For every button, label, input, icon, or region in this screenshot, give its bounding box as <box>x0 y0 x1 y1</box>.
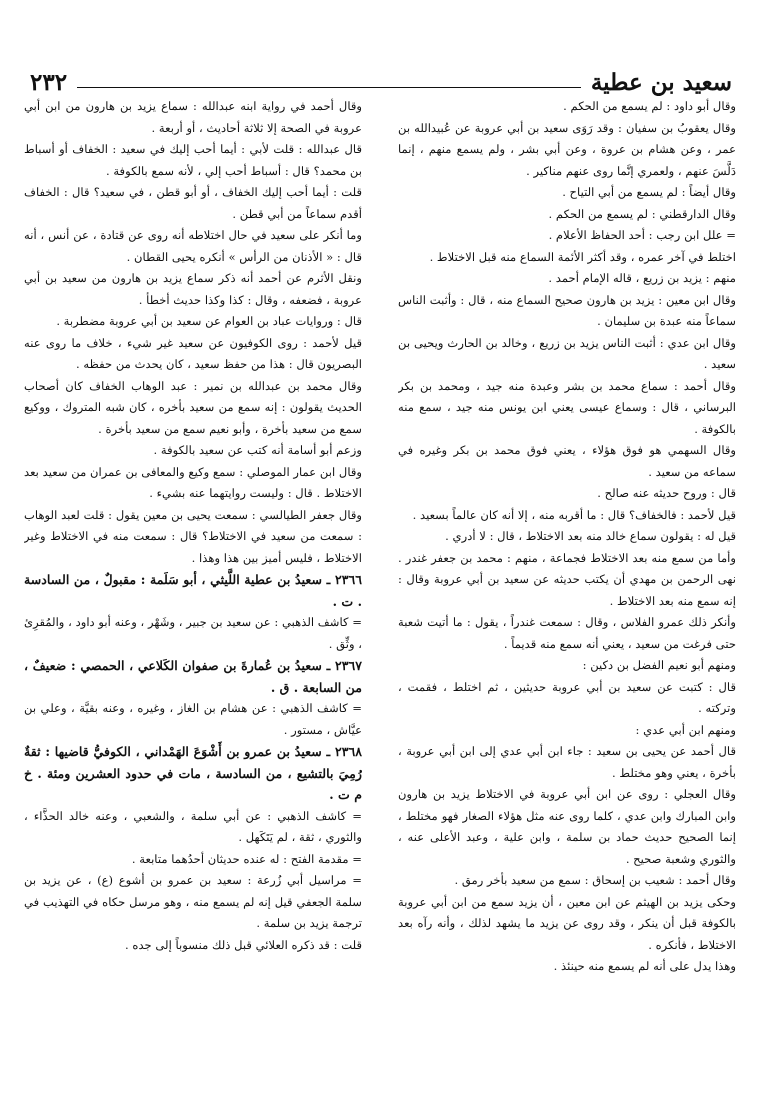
paragraph: وقال أيضاً : لم يسمع من أبي التياح . <box>562 185 736 199</box>
entry-heading: ٢٣٦٧ ـ سعيدُ بن عُمارةَ بن صفوان الكَلاعي ، الحمصي : ضعيفٌ ، من السابعة . ق . <box>24 658 362 695</box>
paragraph: وقال ابن عمار الموصلي : سمع وكيع والمعافى بن عمران من سعيد بعد الاختلاط . قال : وليست روايتهما عنه بشيء . <box>24 464 362 500</box>
paragraph: وأنكر ذلك عمرو الفلاس ، وقال : سمعت غندراً ، يقول : ما أتيت شعبة حتى فرغت من سعيد ، يعني أنه سمع منه قديماً . <box>398 615 736 651</box>
paragraph: وقال أبو داود : لم يسمع من الحكم . <box>563 99 736 113</box>
paragraph: وهذا يدل على أنه لم يسمع منه حينئذ . <box>553 959 736 973</box>
entry-heading: ٢٣٦٨ ـ سعيدُ بن عمرو بن أَشْوَعَ الهَمْداني ، الكوفيُّ قاضيها : ثقةٌ رُمِيَ بالتشيع ، من السادسة ، مات في حدود العشرين ومئة . خ م ت . <box>24 744 362 802</box>
paragraph: وقال ابن معين : يزيد بن هارون صحيح السماع منه ، قال : وأثبت الناس سماعاً منه عبدة بن سليمان . <box>398 292 736 328</box>
paragraph: ومنهم أبو نعيم الفضل بن دكين : <box>582 658 736 672</box>
paragraph: = علل ابن رجب : أحد الحفاظ الأعلام . <box>548 228 736 242</box>
paragraph: قيل له : يقولون سماع خالد منه بعد الاختلاط ، قال : لا أدري . <box>445 529 736 543</box>
paragraph: وقال أحمد : شعيب بن إسحاق : سمع من سعيد بأخر رمق . <box>454 873 736 887</box>
paragraph: قيل لأحمد : روى الكوفيون عن سعيد غير شيء ، خلاف ما روى عنه البصريون قال : هذا من حفظ سعيد ، كان يحدث من حفظه . <box>24 335 362 371</box>
paragraph: وقال الدارقطني : لم يسمع من الحكم . <box>548 206 736 221</box>
paragraph: = مراسيل أبي زُرعة : سعيد بن عمرو بن أشوع (ع) ، عن يزيد بن سلمة الجعفي قيل إنه لم يسمع منه ، وهو مرسل حكاه في التهذيب في ترجمة يزيد بن سلمة . <box>24 873 362 930</box>
paragraph: قال عبدالله : قلت لأبي : أيما أحب إليك في سعيد : الخفاف أو أسباط بن محمد؟ قال : أسباط أحب إلي ، لأنه سمع بالكوفة . <box>24 142 362 178</box>
paragraph: منهم : يزيد بن زريع ، قاله الإمام أحمد . <box>548 271 736 285</box>
entry-heading: ٢٣٦٦ ـ سعيدُ بن عطية اللَّيثي ، أبو سَلَمة : مقبولٌ ، من السادسة . ت . <box>24 572 362 609</box>
paragraph: = كاشف الذهبي : عن هشام بن الغاز ، وغيره ، وعنه بقيَّة ، وعلي بن عيَّاش ، مستور . <box>24 701 362 737</box>
paragraph: وقال جعفر الطيالسي : سمعت يحيى بن معين يقول : قلت لعبد الوهاب : سمعت من سعيد في الاختلاط؟ قال : سمعت منه في الاختلاط وغير الاختلاط ، فليس أميز بين هذا وهذا . <box>24 507 362 565</box>
page-number: ٢٣٢ <box>30 69 68 96</box>
paragraph: قال : وروايات عباد بن العوام عن سعيد بن أبي عروبة مضطربة . <box>56 314 362 328</box>
paragraph: وقال محمد بن عبدالله بن نمير : عبد الوهاب الخفاف كان أصحاب الحديث يقولون : إنه سمع من سعيد بأخره ، كان شبه المتروك ، ووكيع سمع من سعيد بأخرة ، وأبو نعيم سمع من سعيد بأخرة . <box>24 378 362 436</box>
paragraph: قال أحمد عن يحيى بن سعيد : جاء ابن أبي عدي إلى ابن أبي عروبة ، بأخرة ، يعني وهو مختلط . <box>398 744 736 780</box>
paragraph: قلت : قد ذكره العلائي قبل ذلك منسوباً إلى جده . <box>125 937 362 952</box>
running-title: سعيد بن عطية <box>590 69 732 96</box>
paragraph: وقال أحمد في رواية ابنه عبدالله : سماع يزيد بن هارون من ابن أبي عروبة في الصحة إلا ثلاثة أحاديث ، أو أربعة . <box>24 99 362 135</box>
header-rule <box>77 87 581 88</box>
paragraph: وقال أحمد : سماع محمد بن بشر وعبدة منه جيد ، ومحمد بن بكر البرساني ، قال : وسماع عيسى يعني ابن يونس منه جيد ، سمع منه بالكوفة . <box>398 378 736 436</box>
paragraph: = مقدمة الفتح : له عنده حديثان أحدُهما متابعة . <box>131 851 362 866</box>
paragraph: وقال العجلي : روى عن ابن أبي عروبة في الاختلاط يزيد بن هارون وابن المبارك وابن عدي ، كلما روى عنه مثل هؤلاء الصغار فهو مختلط ، إنما الصحيح حديث حماد بن سلمة ، وابن علية ، وعبد الأعلى عنه ، والثوري وشعبة صحيح . <box>398 787 736 866</box>
paragraph: قلت : أيما أحب إليك الخفاف ، أو أبو قطن ، في سعيد؟ قال : الخفاف أقدم سماعاً من أبي قطن . <box>24 185 362 221</box>
paragraph: = كاشف الذهبي : عن سعيد بن جبير ، وشَهْر ، وعنه أبو داود ، والمُقرِئ ، وثِّق . <box>24 615 362 651</box>
paragraph: = كاشف الذهبي : عن أبي سلمة ، والشعبي ، وعنه خالد الحذَّاء ، والثوري ، ثقة ، لم يَتَكَهل . <box>24 808 362 844</box>
paragraph: وقال يعقوبُ بن سفيان : وقد رَوَى سعيد بن أبي عروبة عن عُبيدالله بن عمر ، وعن هشام بن عروة ، وعن أبي بشر ، ولم يسمع منهم ، إنما دَلَّسَ عنهم ، ولعمري إنَّما روى عنهم مناكير . <box>398 120 736 178</box>
paragraph: وقال ابن عدي : أثبت الناس يزيد بن زريع ، وخالد بن الحارث ويحيى بن سعيد . <box>398 335 736 371</box>
paragraph: قال : وروح حديثه عنه صالح . <box>597 486 736 500</box>
paragraph: وأما من سمع منه بعد الاختلاط فجماعة ، منهم : محمد بن جعفر غندر . نهى الرحمن بن مهدي أن يكتب حديثه عن سعيد بن أبي عروبة وقال : إنه سمع منه بعد الاختلاط . <box>398 550 736 608</box>
right-column <box>398 96 736 1076</box>
left-column <box>24 96 362 1076</box>
paragraph: قال : كتبت عن سعيد بن أبي عروبة حديثين ، ثم اختلط ، فقمت ، وتركته . <box>398 679 736 715</box>
paragraph: ومنهم ابن أبي عدي : <box>635 722 736 737</box>
paragraph: وقال السهمي هو فوق هؤلاء ، يعني فوق محمد بن بكر وغيره في سماعه من سعيد . <box>398 443 736 479</box>
paragraph: وحكى يزيد بن الهيثم عن ابن معين ، أن يزيد سمع من ابن أبي عروبة بالكوفة قبل أن ينكر ، وقد روى عن يزيد ما يشهد لذلك ، وأنه رآه بعد الاختلاط ، فأنكره . <box>398 894 736 952</box>
page-header <box>30 60 732 96</box>
paragraph: وما أنكر على سعيد في حال اختلاطه أنه روى عن قتادة ، عن أنس ، أنه قال : « الأذنان من الرأس » أنكره يحيى القطان . <box>24 228 362 264</box>
paragraph: قيل لأحمد : فالخفاف؟ قال : ما أقربه منه ، إلا أنه كان عالماً بسعيد . <box>412 507 736 522</box>
paragraph: اختلط في آخر عمره ، وقد أكثر الأئمة السماع منه قبل الاختلاط . <box>429 249 736 264</box>
paragraph: وزعم أبو أسامة أنه كتب عن سعيد بالكوفة . <box>153 443 362 457</box>
paragraph: ونقل الأثرم عن أحمد أنه ذكر سماع يزيد بن هارون من سعيد بن أبي عروبة ، فضعفه ، وقال : كذا وكذا حديث أخطأ . <box>24 271 362 307</box>
